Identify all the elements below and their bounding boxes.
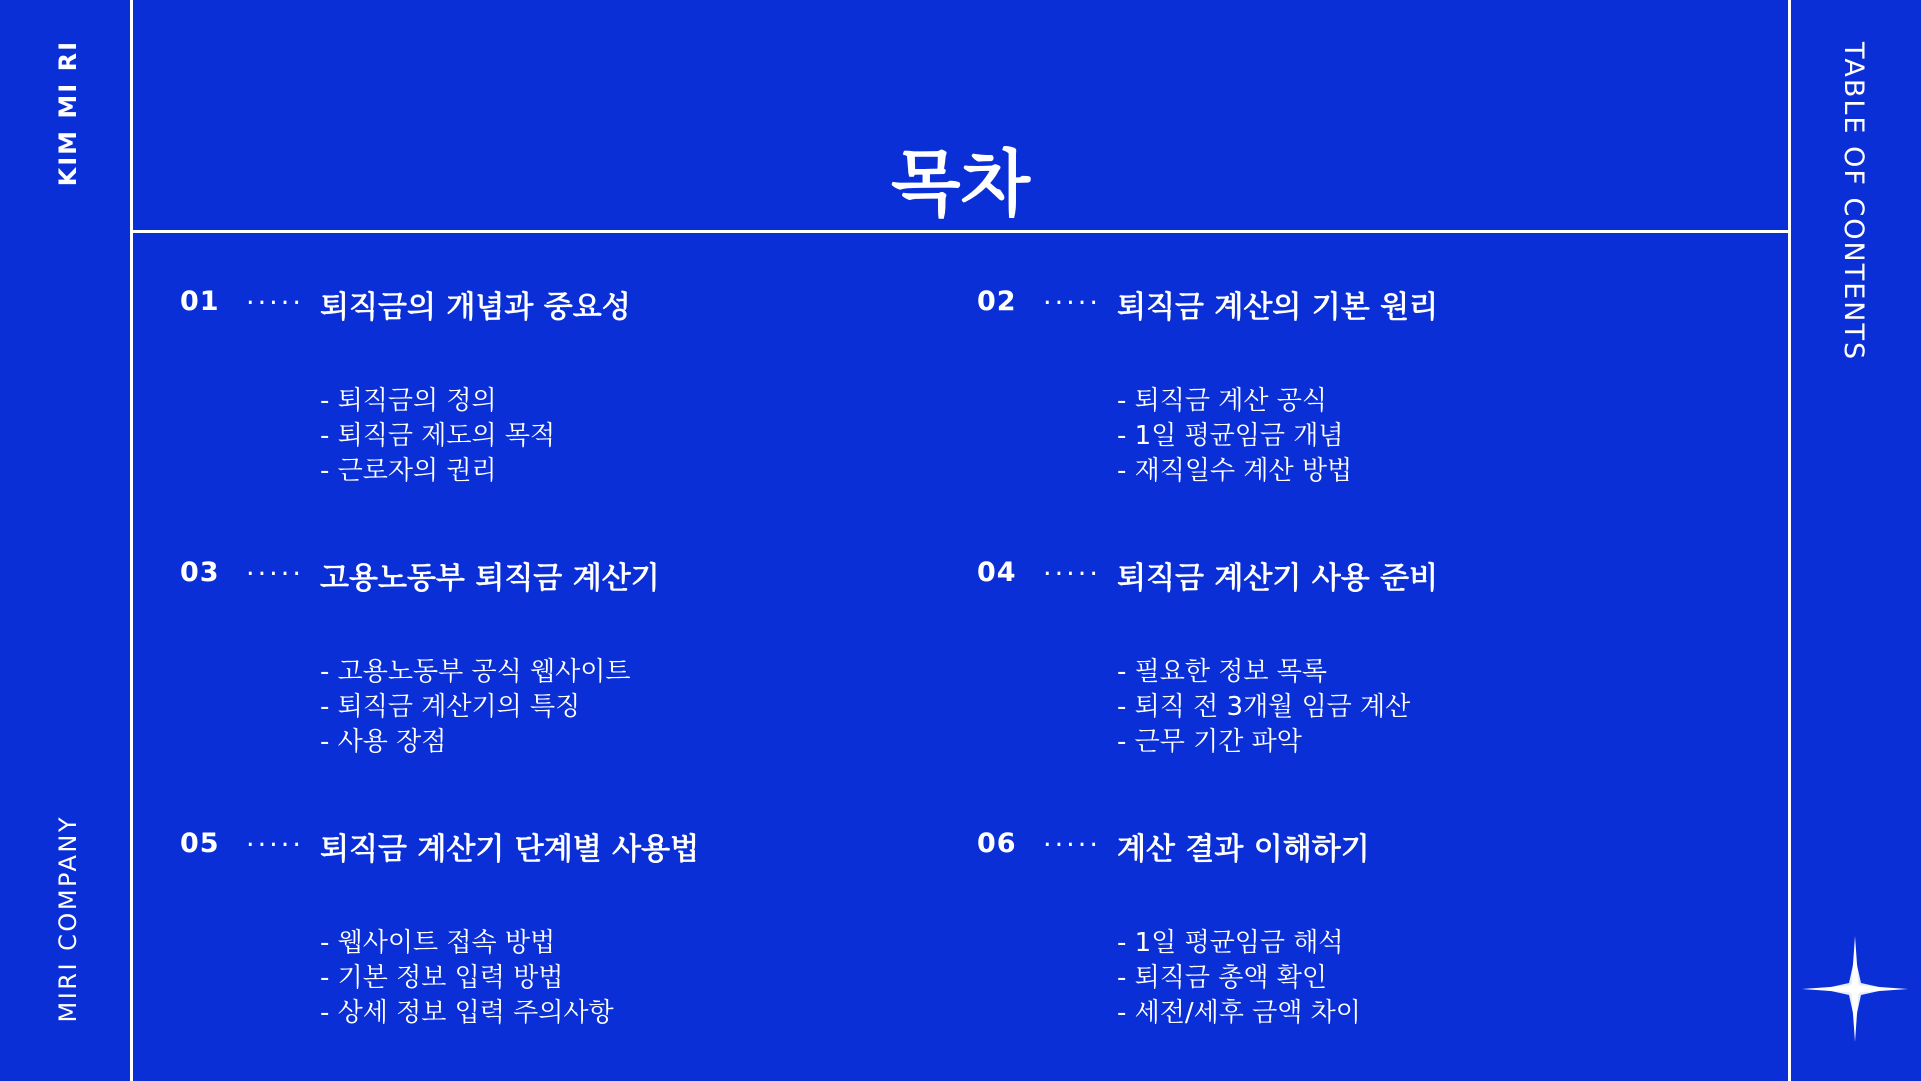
section-number: 02 xyxy=(977,286,1017,317)
list-item: - 기본 정보 입력 방법 xyxy=(320,963,564,993)
section-item-list xyxy=(320,384,555,489)
list-item: - 1일 평균임금 개념 xyxy=(1117,421,1344,451)
section-item-list xyxy=(1117,655,1410,760)
toc-section-06 xyxy=(977,822,1717,1078)
list-item: - 퇴직금의 정의 xyxy=(320,386,497,416)
section-title: 계산 결과 이해하기 xyxy=(1117,832,1370,867)
toc-section-03 xyxy=(180,551,920,807)
section-number: 01 xyxy=(180,286,220,317)
section-title: 퇴직금 계산기 사용 준비 xyxy=(1117,561,1439,596)
list-item: - 1일 평균임금 해석 xyxy=(1117,928,1344,958)
list-item: - 상세 정보 입력 주의사항 xyxy=(320,998,614,1028)
section-title: 고용노동부 퇴직금 계산기 xyxy=(320,561,660,596)
list-item: - 퇴직금 총액 확인 xyxy=(1117,963,1327,993)
list-item: - 사용 장점 xyxy=(320,727,447,757)
list-item: - 세전/세후 금액 차이 xyxy=(1117,998,1361,1028)
brand-name: KIM MI RI xyxy=(54,40,82,187)
list-item: - 근무 기간 파악 xyxy=(1117,727,1302,757)
side-label: TABLE OF CONTENTS xyxy=(1838,42,1869,362)
company-name: MIRI COMPANY xyxy=(54,815,82,1023)
list-item: - 퇴직 전 3개월 임금 계산 xyxy=(1117,692,1411,722)
section-item-list xyxy=(1117,384,1352,489)
list-item: - 고용노동부 공식 웹사이트 xyxy=(320,657,631,687)
list-item: - 퇴직금 계산 공식 xyxy=(1117,386,1327,416)
section-number: 06 xyxy=(977,828,1017,859)
list-item: - 근로자의 권리 xyxy=(320,456,497,486)
toc-section-04 xyxy=(977,551,1717,807)
section-title: 퇴직금 계산의 기본 원리 xyxy=(1117,290,1439,325)
toc-section-01 xyxy=(180,280,920,536)
section-title: 퇴직금의 개념과 중요성 xyxy=(320,290,631,325)
section-item-list xyxy=(320,655,630,760)
list-item: - 퇴직금 계산기의 특징 xyxy=(320,692,581,722)
toc-section-02 xyxy=(977,280,1717,536)
section-leader-dots: ..... xyxy=(1043,280,1101,311)
list-item: - 필요한 정보 목록 xyxy=(1117,657,1327,687)
section-number: 04 xyxy=(977,557,1017,588)
section-leader-dots: ..... xyxy=(246,822,304,853)
list-item: - 재직일수 계산 방법 xyxy=(1117,456,1353,486)
header-divider-line xyxy=(130,230,1791,233)
section-number: 05 xyxy=(180,828,220,859)
section-item-list xyxy=(320,926,614,1031)
section-title: 퇴직금 계산기 단계별 사용법 xyxy=(320,832,700,867)
section-leader-dots: ..... xyxy=(246,280,304,311)
section-leader-dots: ..... xyxy=(1043,551,1101,582)
page-title: 목차 xyxy=(890,142,1031,227)
toc-section-05 xyxy=(180,822,920,1078)
section-leader-dots: ..... xyxy=(246,551,304,582)
section-number: 03 xyxy=(180,557,220,588)
right-divider-line xyxy=(1788,0,1791,1081)
section-item-list xyxy=(1117,926,1361,1031)
list-item: - 퇴직금 제도의 목적 xyxy=(320,421,556,451)
sparkle-star-icon xyxy=(1800,934,1910,1044)
section-leader-dots: ..... xyxy=(1043,822,1101,853)
list-item: - 웹사이트 접속 방법 xyxy=(320,928,556,958)
